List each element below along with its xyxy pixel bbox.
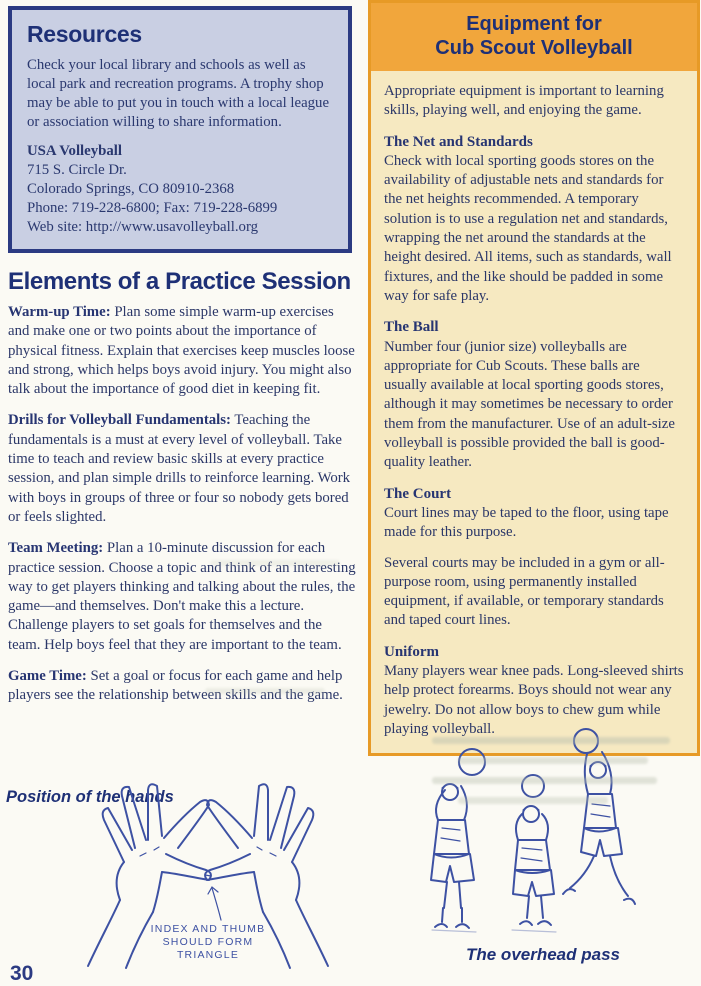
hands-note-line: TRIANGLE [176,949,240,961]
bleed-through-artifact [205,688,325,694]
paragraph-lead-label: Game Time: [8,668,87,685]
team-meeting-paragraph: Team Meeting: Plan a 10-minute discussion for each practice session. Choose a topic and think of an interesting way to get players thinking and talking about the rules, the game—and themselves. Don't make this a lecture. Challenge players to set goals for themselves and the team. Help boys feel that they are important to the team. [8,540,356,653]
bleed-through-artifact [210,560,340,566]
paragraph-lead-label: Team Meeting: [8,540,104,557]
section-heading-court: The Court [384,485,452,502]
bleed-through-artifact [432,737,670,744]
equipment-box-title: Equipment for Cub Scout Volleyball [371,3,697,71]
org-phone-line: Phone: 719-228-6800; Fax: 719-228-6899 [27,200,278,216]
bleed-through-artifact [432,777,657,784]
warm-up-time-paragraph: Warm-up Time: Plan some simple warm-up exercises and make one or two points about the importance of physical fitness. Explain that exercises keep muscles loose and strong, which helps boys avoid injury. You might also talk about the importance of good diet in keeping fit. [8,304,355,398]
section-text-court-2: Several courts may be included in a gym or all-purpose room, using permanently installed equipment, if available, or temporary standards and taped court lines. [384,554,665,629]
org-address-line: Colorado Springs, CO 80910-2368 [27,181,235,197]
game-time-paragraph: Game Time: Set a goal or focus for each game and help players see the relationship between skills and the game. [8,668,343,704]
bleed-through-artifact [458,797,608,804]
section-text-uniform: Many players wear knee pads. Long-sleeved shirts help protect forearms. Boys should not wear any jewelry. Do not allow boys to chew gum while playing volleyball. [384,663,684,737]
practice-session-heading: Elements of a Practice Session [8,268,351,295]
resources-box [8,6,352,253]
equipment-box [368,0,700,756]
section-text-net: Check with local sporting goods stores on the availability of adjustable nets and standards for the net heights recommended. A temporary solution is to use a regulation net and standards, wrapping the net around the standards at the height desired. All items, such as standards, wall fixtures, and the like should be padded in some way for safe play. [384,152,672,304]
resources-body-text: Check your local library and schools as well as local park and recreation programs. A trophy shop may be able to put you in touch with a local league or association willing to share information. [27,57,330,130]
overhead-pass-caption: The overhead pass [465,945,620,964]
section-text-ball: Number four (junior size) volleyballs are appropriate for Cub Scouts. These balls are usually available at local sporting goods stores, although it may sometimes be necessary to order them from the manufacturer. Use of an adult-size volleyball is possible provided the ball is good-quality leather. [384,338,675,471]
bleed-through-artifact [458,757,648,764]
paragraph-lead-label: Warm-up Time: [8,304,111,320]
left-column [8,6,356,718]
section-heading-uniform: Uniform [384,643,439,660]
hands-figure-caption: Position of the hands [6,788,174,806]
paragraph-lead-label: Drills for Volleyball Fundamentals: [8,412,231,429]
resources-title: Resources [27,21,142,47]
org-website-line: Web site: http://www.usavolleyball.org [27,219,259,235]
equipment-box-body [371,71,697,753]
drills-paragraph: Drills for Volleyball Fundamentals: Teaching the fundamentals is a must at every level of volleyball. Take time to teach and review basic skills at every practice session, and plan simple drills to reinforce learning. Work with boys in groups of three or four so nobody gets bored or feels slighted. [8,412,351,525]
page-number: 30 [10,962,34,985]
hands-note-line: INDEX AND THUMB [150,923,266,935]
org-name: USA Volleyball [27,143,122,159]
hands-triangle-illustration [58,780,358,972]
section-heading-ball: The Ball [384,319,439,336]
section-text-court-1: Court lines may be taped to the floor, using tape made for this purpose. [384,504,669,541]
equipment-intro: Appropriate equipment is important to learning skills, playing well, and enjoying the game. [384,83,664,119]
org-address-line: 715 S. Circle Dr. [27,162,127,178]
hands-note-line: SHOULD FORM [162,936,254,948]
section-heading-net: The Net and Standards [384,133,533,150]
resources-contact-block [27,142,333,237]
